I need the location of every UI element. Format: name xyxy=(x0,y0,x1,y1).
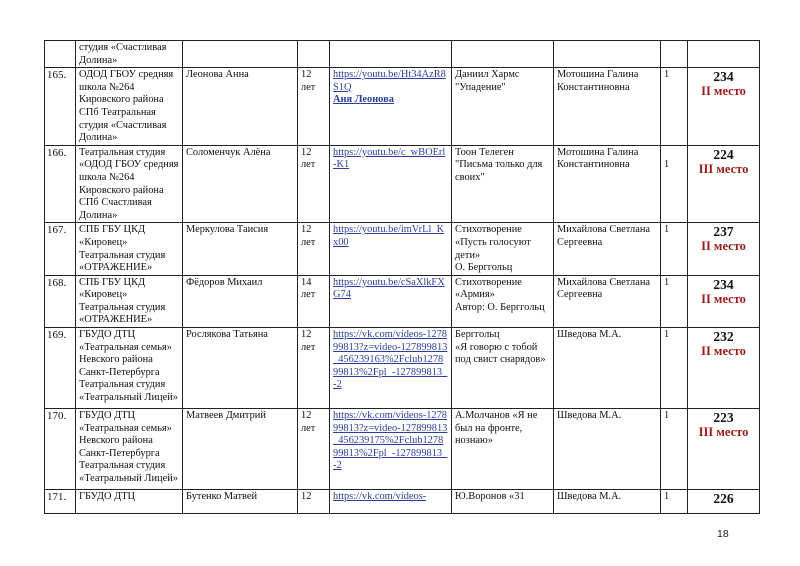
participant-name-cell: Матвеев Дмитрий xyxy=(183,409,298,490)
table-row xyxy=(45,145,760,223)
video-link-cell xyxy=(330,275,452,327)
work-title-cell: Тоон Телеген "Письма только для своих" xyxy=(452,145,554,223)
organization-cell: ОДОД ГБОУ средняя школа №264 Кировского района СПб Театральная студия «Счастливая Долина» xyxy=(76,68,183,146)
work-title-cell: Даниил Хармс "Упадение" xyxy=(452,68,554,146)
score-cell xyxy=(688,490,760,514)
teacher-cell: Мотошина Галина Константиновна xyxy=(554,68,661,146)
row-number-cell: 167. xyxy=(45,223,76,275)
video-link[interactable]: https://youtu.be/imVrLl_Kx00 xyxy=(333,224,445,248)
table-row xyxy=(45,328,760,409)
video-link-cell xyxy=(330,68,452,146)
teacher-cell: Шведова М.А. xyxy=(554,409,661,490)
row-number-cell: 170. xyxy=(45,409,76,490)
place-badge: II место xyxy=(701,291,746,306)
score-cell xyxy=(688,68,760,146)
age-cell: 12 лет xyxy=(298,409,330,490)
teacher-cell: Михайлова Светлана Сергеевна xyxy=(554,275,661,327)
video-link-cell xyxy=(330,409,452,490)
count-cell: 1 xyxy=(661,223,688,275)
place-badge: III место xyxy=(698,161,749,176)
table-row xyxy=(45,41,760,68)
score-value: 226 xyxy=(713,491,734,507)
participant-name-cell: Меркулова Таисия xyxy=(183,223,298,275)
row-number-cell: 169. xyxy=(45,328,76,409)
score-value: 237 xyxy=(713,224,734,240)
organization-cell: СПБ ГБУ ЦКД «Кировец» Театральная студия «ОТРАЖЕНИЕ» xyxy=(76,275,183,327)
age-cell: 12 лет xyxy=(298,68,330,146)
age-cell: 12 лет xyxy=(298,145,330,223)
work-title-cell: Стихотворение «Пусть голосуют дети» О. Берггольц xyxy=(452,223,554,275)
video-link-caption[interactable]: Аня Леонова xyxy=(333,94,394,106)
row-number-cell: 166. xyxy=(45,145,76,223)
video-link-cell xyxy=(330,328,452,409)
teacher-cell: Шведова М.А. xyxy=(554,328,661,409)
work-title-cell: Ю.Воронов «31 xyxy=(452,490,554,514)
video-link-cell xyxy=(330,41,452,68)
organization-cell: ГБУДО ДТЦ «Театральная семья» Невского района Санкт-Петербурга Театральная студия «Театральный Лицей» xyxy=(76,409,183,490)
score-cell xyxy=(688,328,760,409)
row-number-cell: 165. xyxy=(45,68,76,146)
participant-name-cell: Леонова Анна xyxy=(183,68,298,146)
age-cell xyxy=(298,41,330,68)
row-number-cell: 168. xyxy=(45,275,76,327)
score-cell xyxy=(688,145,760,223)
age-cell: 12 лет xyxy=(298,223,330,275)
score-cell xyxy=(688,275,760,327)
video-link[interactable]: https://vk.com/videos- xyxy=(333,491,427,503)
page-number: 18 xyxy=(717,528,729,541)
organization-cell: студия «Счастливая Долина» xyxy=(76,41,183,68)
video-link-cell xyxy=(330,223,452,275)
score-cell xyxy=(688,409,760,490)
organization-cell: ГБУДО ДТЦ xyxy=(76,490,183,514)
place-badge: II место xyxy=(701,239,746,254)
score-value: 223 xyxy=(713,410,734,426)
count-cell: 1 xyxy=(661,328,688,409)
teacher-cell xyxy=(554,41,661,68)
place-badge: II место xyxy=(701,84,746,99)
place-badge: III место xyxy=(698,425,749,440)
age-cell: 14 лет xyxy=(298,275,330,327)
participant-name-cell xyxy=(183,41,298,68)
table-row xyxy=(45,409,760,490)
teacher-cell: Михайлова Светлана Сергеевна xyxy=(554,223,661,275)
age-cell: 12 xyxy=(298,490,330,514)
score-value: 232 xyxy=(713,329,734,345)
results-table xyxy=(44,40,760,514)
work-title-cell: Стихотворение «Армия» Автор: О. Берггольц xyxy=(452,275,554,327)
score-value: 234 xyxy=(713,69,734,85)
participant-name-cell: Соломенчук Алёна xyxy=(183,145,298,223)
video-link[interactable]: https://youtu.be/Ht34AzR8S1Q xyxy=(333,69,446,93)
row-number-cell xyxy=(45,41,76,68)
participant-name-cell: Бутенко Матвей xyxy=(183,490,298,514)
organization-cell: ГБУДО ДТЦ «Театральная семья» Невского района Санкт-Петербурга Театральная студия «Театральный Лицей» xyxy=(76,328,183,409)
score-cell xyxy=(688,41,760,68)
video-link[interactable]: https://vk.com/videos-127899813?z=video-127899813_456239175%2Fclub127899813%2Fpl_-127899813_-2 xyxy=(333,410,448,472)
count-cell xyxy=(661,41,688,68)
organization-cell: СПБ ГБУ ЦКД «Кировец» Театральная студия «ОТРАЖЕНИЕ» xyxy=(76,223,183,275)
video-link[interactable]: https://youtu.be/c_wBOErl-K1 xyxy=(333,146,446,171)
count-cell: 1 xyxy=(661,490,688,514)
participant-name-cell: Фёдоров Михаил xyxy=(183,275,298,327)
place-badge: II место xyxy=(701,344,746,359)
video-link-cell xyxy=(330,490,452,514)
age-cell: 12 лет xyxy=(298,328,330,409)
score-value: 234 xyxy=(713,276,734,292)
video-link[interactable]: https://youtu.be/cSaXlkFXG74 xyxy=(333,276,445,301)
teacher-cell: Мотошина Галина Константиновна xyxy=(554,145,661,223)
teacher-cell: Шведова М.А. xyxy=(554,490,661,514)
work-title-cell: А.Молчанов «Я не был на фронте, нознаю» xyxy=(452,409,554,490)
work-title-cell: Берггольц «Я говорю с тобой под свист снарядов» xyxy=(452,328,554,409)
table-row xyxy=(45,68,760,146)
score-value: 224 xyxy=(713,146,734,162)
score-cell xyxy=(688,223,760,275)
table-row xyxy=(45,490,760,514)
video-link[interactable]: https://vk.com/videos-127899813?z=video-127899813_456239163%2Fclub127899813%2Fpl_-127899813_-2 xyxy=(333,329,448,391)
work-title-cell xyxy=(452,41,554,68)
table-row xyxy=(45,275,760,327)
count-cell: 1 xyxy=(661,145,688,223)
row-number-cell: 171. xyxy=(45,490,76,514)
participant-name-cell: Рослякова Татьяна xyxy=(183,328,298,409)
count-cell: 1 xyxy=(661,275,688,327)
count-cell: 1 xyxy=(661,409,688,490)
organization-cell: Театральная студия «ОДОД ГБОУ средняя школа №264 Кировского района СПб Счастливая Долина» xyxy=(76,145,183,223)
count-cell: 1 xyxy=(661,68,688,146)
video-link-cell xyxy=(330,145,452,223)
table-row xyxy=(45,223,760,275)
